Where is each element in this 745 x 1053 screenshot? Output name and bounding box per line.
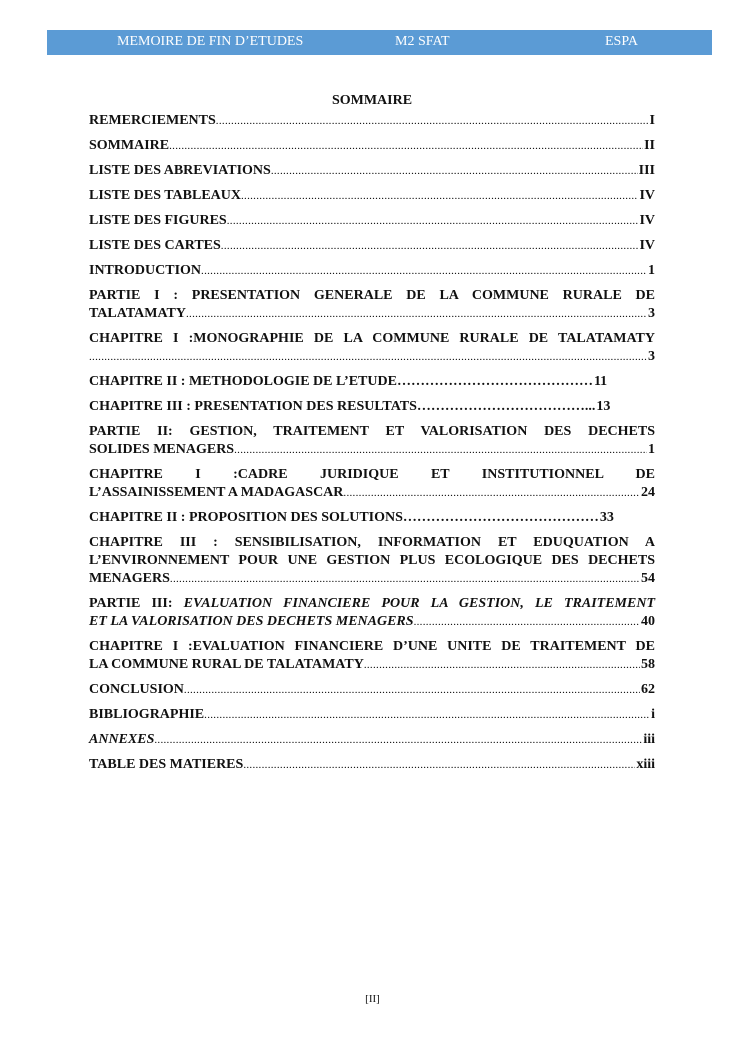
toc-entry-page: 54 bbox=[641, 571, 655, 586]
toc-entry-label: LISTE DES ABREVIATIONS bbox=[89, 163, 271, 178]
toc-entry-label-line1: CHAPITRE I :EVALUATION FINANCIERE D’UNE UNITE DE TRAITEMENT DE bbox=[89, 639, 655, 654]
toc-entry-chapitre-3-sensibilisation[interactable] bbox=[89, 534, 655, 588]
toc-entry-label: CHAPITRE II : PROPOSITION DES SOLUTIONS bbox=[89, 510, 403, 525]
toc-entry-label: LISTE DES FIGURES bbox=[89, 213, 227, 228]
header-school: ESPA bbox=[605, 34, 638, 49]
toc-entry-chapitre-1-cadre-juridique[interactable] bbox=[89, 466, 655, 502]
toc-entry-label-line1: CHAPITRE I :MONOGRAPHIE DE LA COMMUNE RURALE DE TALATAMATY bbox=[89, 331, 655, 346]
toc-entry-label-line2: SOLIDES MENAGERS bbox=[89, 442, 235, 457]
toc-entry-label: SOMMAIRE bbox=[89, 138, 170, 153]
toc-entry-label-line2: LA COMMUNE RURAL DE TALATAMATY bbox=[89, 657, 364, 672]
toc-entry-label-line2: TALATAMATY bbox=[89, 306, 186, 321]
toc-entry-label: INTRODUCTION bbox=[89, 263, 202, 278]
toc-entry-chapitre-1-evaluation[interactable] bbox=[89, 638, 655, 674]
toc-entry-chapitre-2-solutions[interactable] bbox=[89, 509, 655, 527]
toc-entry-page: 3 bbox=[648, 306, 655, 321]
toc-entry-page: iii bbox=[643, 732, 655, 747]
toc-entry-label: TABLE DES MATIERES bbox=[89, 757, 244, 772]
toc-entry-label-line1: CHAPITRE III : SENSIBILISATION, INFORMATION ET EDUQUATION A bbox=[89, 535, 655, 550]
toc-entry-leader: …………………………………… bbox=[396, 374, 593, 389]
toc-entry-page: 13 bbox=[596, 399, 611, 414]
toc-entry-page: I bbox=[649, 113, 655, 128]
toc-entry-page: III bbox=[638, 163, 655, 178]
toc-entry-label-line3: MENAGERS bbox=[89, 571, 170, 586]
toc-entry-label: CHAPITRE II : METHODOLOGIE DE L’ETUDE bbox=[89, 374, 397, 389]
toc-entry-label: ANNEXES bbox=[89, 732, 155, 747]
toc-entry-remerciements[interactable] bbox=[89, 112, 655, 130]
toc-entry-page: 33 bbox=[599, 510, 614, 525]
toc-entry-partie-3[interactable] bbox=[89, 595, 655, 631]
toc-entry-label-line1: CHAPITRE I :CADRE JURIDIQUE ET INSTITUTIONNEL DE bbox=[89, 467, 655, 482]
toc-entry-leader: …………………………………… bbox=[402, 510, 599, 525]
toc-entry-chapitre-3-resultats[interactable] bbox=[89, 398, 655, 416]
toc-entry-page: xiii bbox=[636, 757, 655, 772]
toc-entry-label: LISTE DES CARTES bbox=[89, 238, 221, 253]
toc-entry-leader: ………………………………... bbox=[416, 399, 596, 414]
toc-entry-abreviations[interactable] bbox=[89, 162, 655, 180]
header-program: M2 SFAT bbox=[395, 34, 450, 49]
toc-entry-cartes[interactable] bbox=[89, 237, 655, 255]
toc-entry-page: 40 bbox=[641, 614, 655, 629]
toc-entry-partie-1[interactable] bbox=[89, 287, 655, 323]
toc-entry-partie-2[interactable] bbox=[89, 423, 655, 459]
table-of-contents bbox=[89, 112, 655, 781]
toc-entry-sommaire[interactable] bbox=[89, 137, 655, 155]
toc-entry-page: 24 bbox=[641, 485, 655, 500]
header-memoire: MEMOIRE DE FIN D’ETUDES bbox=[117, 34, 304, 49]
toc-entry-label-line1: PARTIE I : PRESENTATION GENERALE DE LA COMMUNE RURALE DE bbox=[89, 288, 655, 303]
toc-entry-page: 1 bbox=[648, 442, 655, 457]
toc-entry-label: BIBLIOGRAPHIE bbox=[89, 707, 205, 722]
toc-entry-bibliographie[interactable] bbox=[89, 706, 655, 724]
toc-entry-chapitre-1-monographie[interactable] bbox=[89, 330, 655, 366]
toc-entry-page: IV bbox=[639, 213, 655, 228]
toc-entry-introduction[interactable] bbox=[89, 262, 655, 280]
toc-entry-label: LISTE DES TABLEAUX bbox=[89, 188, 241, 203]
toc-entry-label-line1: PARTIE II: GESTION, TRAITEMENT ET VALORISATION DES DECHETS bbox=[89, 424, 655, 439]
toc-entry-page: IV bbox=[639, 188, 655, 203]
toc-entry-annexes[interactable] bbox=[89, 731, 655, 749]
toc-entry-label-line2: L’ASSAINISSEMENT A MADAGASCAR bbox=[89, 485, 344, 500]
toc-entry-label: REMERCIEMENTS bbox=[89, 113, 216, 128]
toc-entry-page: 11 bbox=[593, 374, 608, 389]
toc-title: SOMMAIRE bbox=[331, 93, 413, 108]
toc-entry-page: i bbox=[651, 707, 655, 722]
toc-entry-page: 1 bbox=[648, 263, 655, 278]
toc-entry-label: CHAPITRE III : PRESENTATION DES RESULTATS bbox=[89, 399, 417, 414]
toc-entry-label-line2: L’ENVIRONNEMENT POUR UNE GESTION PLUS ECOLOGIQUE DES DECHETS bbox=[89, 553, 655, 568]
toc-entry-tableaux[interactable] bbox=[89, 187, 655, 205]
toc-entry-chapitre-2-methodologie[interactable] bbox=[89, 373, 655, 391]
toc-entry-page: 3 bbox=[648, 349, 655, 364]
toc-entry-page: IV bbox=[639, 238, 655, 253]
toc-entry-page: 62 bbox=[641, 682, 655, 697]
toc-entry-conclusion[interactable] bbox=[89, 681, 655, 699]
toc-entry-prefix: PARTIE III: bbox=[89, 596, 184, 611]
toc-entry-page: II bbox=[644, 138, 655, 153]
toc-entry-label-line1: EVALUATION FINANCIERE POUR LA GESTION, LE TRAITEMENT bbox=[183, 596, 656, 611]
page-number: [II] bbox=[365, 993, 380, 1005]
toc-entry-figures[interactable] bbox=[89, 212, 655, 230]
toc-entry-table-des-matieres[interactable] bbox=[89, 756, 655, 774]
page-header bbox=[47, 30, 712, 55]
toc-entry-label-line2: ET LA VALORISATION DES DECHETS MENAGERS bbox=[89, 614, 414, 629]
toc-entry-page: 58 bbox=[641, 657, 655, 672]
toc-entry-label: CONCLUSION bbox=[89, 682, 184, 697]
